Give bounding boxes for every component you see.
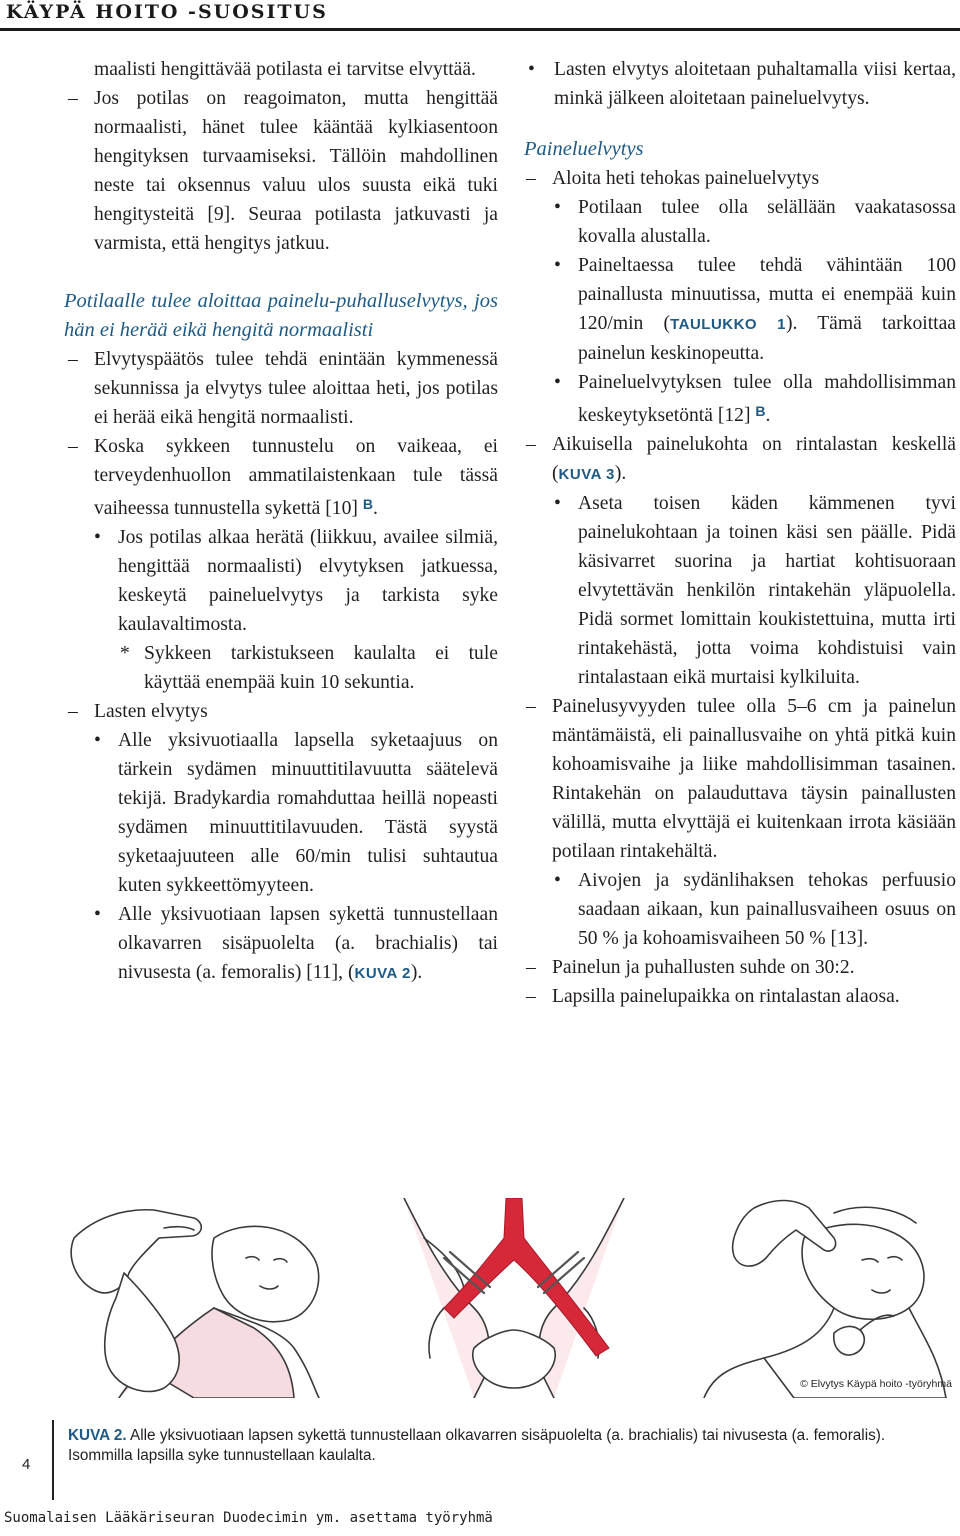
bullet-item xyxy=(524,251,956,368)
paragraph-continued: maalisti hengittävää potilasta ei tarvitse elvyttää. xyxy=(94,59,476,80)
figure-caption xyxy=(68,1426,948,1466)
page-header xyxy=(0,0,960,28)
bullet-item-text: Paineltaessa tulee tehdä vähintään 100 painallusta minuutissa, mutta ei enempää kuin 120/min ( xyxy=(578,255,956,334)
evidence-grade-b[interactable]: B xyxy=(755,403,766,419)
star-marker: * xyxy=(120,643,130,664)
bullet-item-end: ). Tämä tarkoittaa painelun keskinopeutta. xyxy=(578,313,957,364)
bullet-item-end: . xyxy=(765,405,771,426)
infant-brachial-pulse-illustration xyxy=(64,1198,364,1398)
bullet-item-text: Potilaan tulee olla selällään vaakatasossa kovalla alustalla. xyxy=(578,197,956,247)
bullet-item xyxy=(524,55,956,113)
dash-item xyxy=(64,345,498,432)
caption-text: Alle yksivuotiaan lapsen sykettä tunnustellaan olkavarren sisäpuolelta (a. brachialis) tai nivusesta (a. femoralis). Isommilla lapsilla syke tunnustellaan kaulalta. xyxy=(68,1427,886,1464)
bullet-item xyxy=(64,900,498,988)
dash-marker: – xyxy=(526,434,536,455)
left-column xyxy=(64,55,498,988)
dash-item-text: Lasten elvytys xyxy=(94,701,208,722)
header-title: KÄYPÄ HOITO -SUOSITUS xyxy=(6,1,328,23)
dash-marker: – xyxy=(68,436,78,457)
bullet-item-text: Alle yksivuotiaan lapsen sykettä tunnustellaan olkavarren sisäpuolelta (a. brachialis) tai nivusesta (a. femoralis) [11], ( xyxy=(118,904,498,983)
infant-femoral-pulse-illustration xyxy=(364,1198,664,1398)
bullet-marker: • xyxy=(94,904,101,925)
dash-marker: – xyxy=(526,986,536,1007)
star-item xyxy=(64,639,498,697)
figure-link-kuva-3[interactable]: KUVA 3 xyxy=(558,466,615,483)
bullet-marker: • xyxy=(94,730,101,751)
bullet-marker: • xyxy=(554,870,561,891)
figure-credit: © Elvytys Käypä hoito -työryhmä xyxy=(800,1378,952,1390)
bullet-item xyxy=(524,866,956,953)
header-rule xyxy=(0,28,960,31)
dash-marker: – xyxy=(68,88,78,109)
dash-marker: – xyxy=(68,701,78,722)
figure-link-kuva-2[interactable]: KUVA 2 xyxy=(354,965,411,982)
dash-item xyxy=(524,692,956,866)
dash-marker: – xyxy=(526,168,536,189)
bullet-item xyxy=(524,193,956,251)
child-carotid-pulse-illustration xyxy=(684,1198,956,1398)
section-heading: Potilaalle tulee aloittaa painelu-puhalluselvytys, jos hän ei herää eikä hengitä normaalisti xyxy=(64,290,498,341)
bullet-item-end: ). xyxy=(410,962,423,983)
evidence-grade-b[interactable]: B xyxy=(362,496,373,512)
bullet-marker: • xyxy=(554,255,561,276)
bullet-item-text: Lasten elvytys aloitetaan puhaltamalla viisi kertaa, minkä jälkeen aloitetaan paineluelvytys. xyxy=(554,59,956,109)
dash-marker: – xyxy=(526,696,536,717)
dash-item xyxy=(64,84,498,258)
dash-item-text: Painelusyvyyden tulee olla 5–6 cm ja painelun mäntämäistä, eli painallusvaihe on yhtä pitkä kuin kohoamisvaihe ja liike mahdollisimman tasainen. Rintakehän on palauduttava täysin painallusten välillä, mutta elvyttäjä ei kuitenkaan irrota käsiään potilaan rintakehältä. xyxy=(552,696,956,862)
dash-item-text: Jos potilas on reagoimaton, mutta hengittää normaalisti, hänet tulee kääntää kylkiasentoon hengityksen turvaamiseksi. Tällöin mahdollinen neste tai oksennus valuu ulos suusta eikä tuki hengitysteitä [9]. Seuraa potilasta jatkuvasti ja varmista, että hengitys jatkuu. xyxy=(94,88,498,254)
dash-marker: – xyxy=(68,349,78,370)
figure-kuva-2 xyxy=(64,1198,956,1408)
dash-item xyxy=(64,432,498,523)
dash-item-end: ). xyxy=(614,463,627,484)
caption-label: KUVA 2. xyxy=(68,1427,127,1444)
bullet-marker: • xyxy=(528,59,535,80)
dash-marker: – xyxy=(526,957,536,978)
bullet-item-text: Jos potilas alkaa herätä (liikkuu, availee silmiä, hengittää normaalisti) elvytyksen jatkuessa, keskeytä paineluelvytys ja tarkista syke kaulavaltimosta. xyxy=(118,527,498,635)
bullet-marker: • xyxy=(554,493,561,514)
bullet-item-text: Alle yksivuotiaalla lapsella syketaajuus on tärkein sydämen minuuttitilavuutta säätelevä tekijä. Bradykardia romahduttaa heillä nopeasti sydämen minuuttitilavuuden. Tästä syystä syketaajuuteen alle 60/min tulisi suhtautua kuten sykkeettömyyteen. xyxy=(118,730,498,896)
bullet-item-text: Aivojen ja sydänlihaksen tehokas perfuusio saadaan aikaan, kun painallusvaiheen osuus on 50 % ja kohoamisvaiheen 50 % [13]. xyxy=(578,870,956,949)
dash-item xyxy=(524,953,956,982)
dash-item-text: Aikuisella painelukohta on rintalastan keskellä ( xyxy=(552,434,956,484)
table-link-taulukko-1[interactable]: TAULUKKO 1 xyxy=(670,316,786,333)
bullet-marker: • xyxy=(554,197,561,218)
dash-item xyxy=(524,430,956,489)
dash-item-text: Lapsilla painelupaikka on rintalastan alaosa. xyxy=(552,986,900,1007)
page-number: 4 xyxy=(22,1456,31,1473)
dash-item-text: Aloita heti tehokas paineluelvytys xyxy=(552,168,820,189)
bullet-item xyxy=(64,726,498,900)
dash-item-end: . xyxy=(372,498,378,519)
bullet-item xyxy=(524,368,956,430)
right-column xyxy=(524,55,956,1011)
bullet-item-text: Aseta toisen käden kämmenen tyvi painelukohtaan ja toinen käsi sen päälle. Pidä käsivarret suorina ja hartiat kohtisuoraan elvytettävän henkilön rintakehän yläpuolella. Pidä sormet lomittain koukistettuina, mutta irti rintakehästä, jotta voima kohdistuisi vain rintalastaan eikä murtaisi kylkiluita. xyxy=(578,493,956,688)
bullet-marker: • xyxy=(554,372,561,393)
dash-item xyxy=(524,164,956,193)
dash-item xyxy=(64,697,498,726)
dash-item xyxy=(524,982,956,1011)
star-item-text: Sykkeen tarkistukseen kaulalta ei tule käyttää enempää kuin 10 sekuntia. xyxy=(144,643,498,693)
bullet-item xyxy=(64,523,498,639)
caption-rule xyxy=(52,1420,54,1500)
dash-item-text: Painelun ja puhallusten suhde on 30:2. xyxy=(552,957,855,978)
bullet-item xyxy=(524,489,956,692)
section-heading: Paineluelvytys xyxy=(524,138,644,160)
dash-item-text: Elvytyspäätös tulee tehdä enintään kymmenessä sekunnissa ja elvytys tulee aloittaa heti, jos potilas ei herää eikä hengitä normaalisti. xyxy=(94,349,498,428)
bullet-marker: • xyxy=(94,527,101,548)
bullet-item-text: Paineluelvytyksen tulee olla mahdollisimman keskeytyksetöntä [12] xyxy=(578,372,956,426)
dash-item-text: Koska sykkeen tunnustelu on vaikeaa, ei terveydenhuollon ammatilaistenkaan tule tässä vaiheessa tunnustella sykettä [10] xyxy=(94,436,498,519)
page-footer: Suomalaisen Lääkäriseuran Duodecimin ym. asettama työryhmä xyxy=(4,1510,493,1526)
